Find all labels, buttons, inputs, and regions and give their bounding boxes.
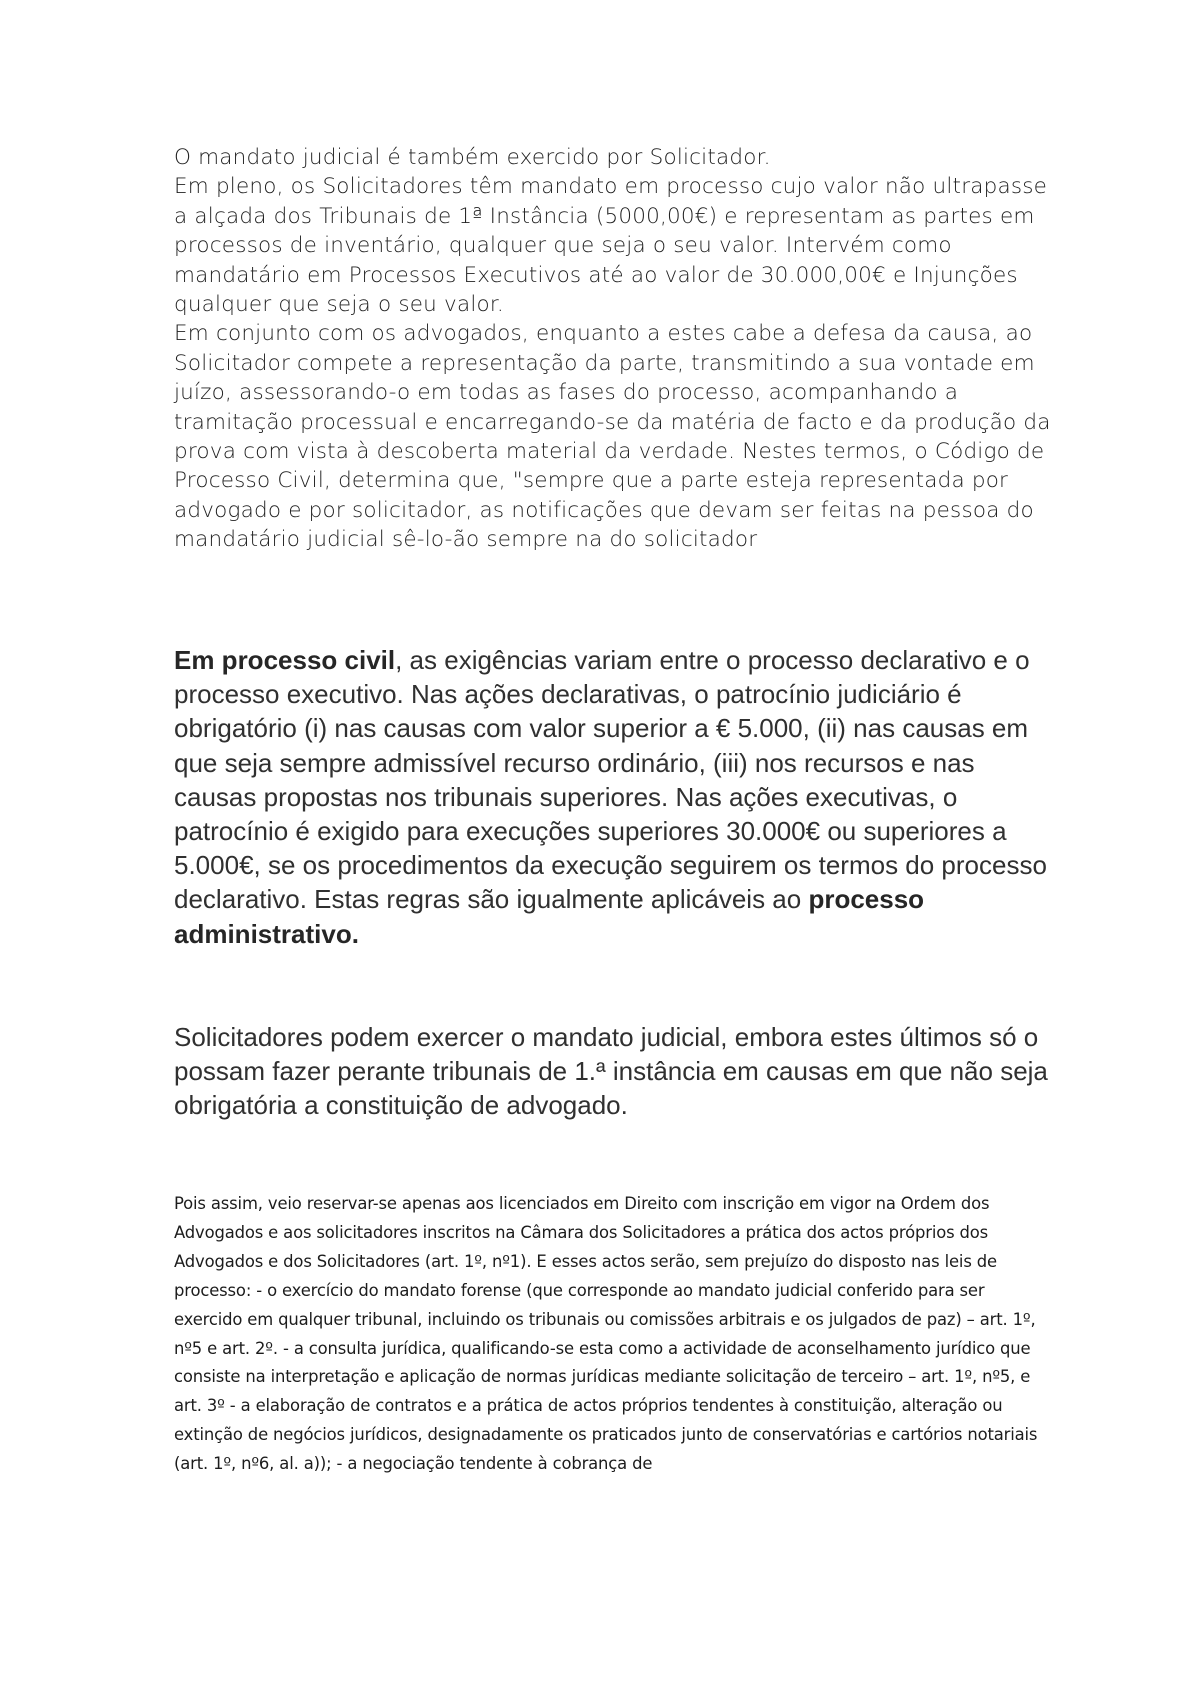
paragraph-full-mandate: Em pleno, os Solicitadores têm mandato em processo cujo valor não ultrapasse a alçada dos Tribunais de 1ª Instância (5000,00€) e representam as partes em processos de inventário, qualquer que seja o seu valor. Intervém como mandatário em Processos Executivos até ao valor de 30.000,00€ e Injunções qualquer que seja o seu valor.: [174, 174, 1048, 318]
section-solicitadores-first-instance: Solicitadores podem exercer o mandato judicial, embora estes últimos só o possam fazer perante tribunais de 1.ª instância em causas em que não seja obrigatória a constituição de advogado.: [174, 1022, 1048, 1121]
bold-tail-text: processo administrativo.: [174, 884, 925, 949]
section-solicitador-mandate: [174, 143, 1054, 555]
section-acts-reserved: Pois assim, veio reservar-se apenas aos licenciados em Direito com inscrição em vigor na Ordem dos Advogados e aos solicitadores inscritos na Câmara dos Solicitadores a prática dos actos próprios dos Advogados e dos Solicitadores (art. 1º, nº1). E esses actos serão, sem prejuízo do disposto nas leis de processo: - o exercício do mandato forense (que corresponde ao mandato judicial conferido para ser exercido em qualquer tribunal, incluindo os tribunais ou comissões arbitrais e os julgados de paz) – art. 1º, nº5 e art. 2º. - a consulta jurídica, qualificando-se esta como a actividade de aconselhamento jurídico que consiste na interpretação e aplicação de normas jurídicas mediante solicitação de terceiro – art. 1º, nº5, e art. 3º - a elaboração de contratos e a prática de actos próprios tendentes à constituição, alteração ou extinção de negócios jurídicos, designadamente os praticados junto de conservatórias e cartórios notariais (art. 1º, nº6, al. a)); - a negociação tendente à cobrança de: [174, 1194, 1038, 1474]
bold-lead-text: Em processo civil: [174, 645, 396, 675]
paragraph-joint-representation: Em conjunto com os advogados, enquanto a estes cabe a defesa da causa, ao Solicitador compete a representação da parte, transmitindo a sua vontade em juízo, assessorando-o em todas as fases do processo, acompanhando a tramitação processual e encarregando-se da matéria de facto e da produção da prova com vista à descoberta material da verdade. Nestes termos, o Código de Processo Civil, determina que, "sempre que a parte esteja representada por advogado e por solicitador, as notificações que devam ser feitas na pessoa do mandatário judicial sê-lo-ão sempre na do solicitador: [174, 321, 1051, 553]
paragraph-intro: O mandato judicial é também exercido por Solicitador.: [174, 145, 771, 170]
paragraph-body-text: , as exigências variam entre o processo declarativo e o processo executivo. Nas ações declarativas, o patrocínio judiciário é obrigatório (i) nas causas com valor superior a € 5.000, (ii) nas causas em que seja sempre admissível recurso ordinário, (iii) nos recursos e nas causas propostas nos tribunais superiores. Nas ações executivas, o patrocínio é exigido para execuções superiores 30.000€ ou superiores a 5.000€, se os procedimentos da execução seguirem os termos do processo declarativo. Estas regras são igualmente aplicáveis ao: [174, 645, 1047, 915]
section-processo-civil: [174, 643, 1054, 951]
